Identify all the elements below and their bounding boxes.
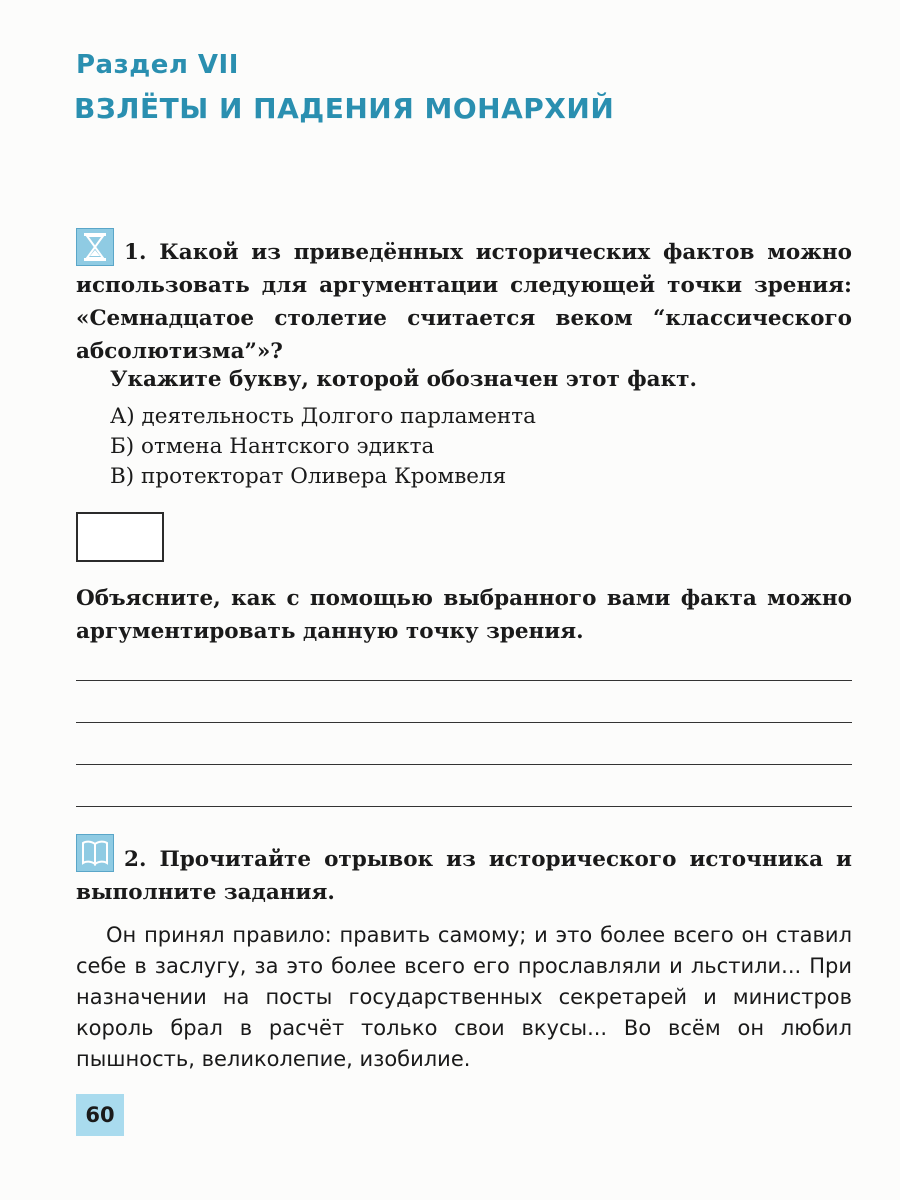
section-title: ВЗЛЁТЫ И ПАДЕНИЯ МОНАРХИЙ	[74, 92, 615, 125]
answer-line-3[interactable]	[76, 764, 852, 765]
answer-box[interactable]	[76, 512, 164, 562]
page-number: 60	[76, 1094, 124, 1136]
answer-line-2[interactable]	[76, 722, 852, 723]
task1-explain-prompt: Объясните, как с помощью выбранного вами факта можно аргументировать данную точку зрения.	[76, 586, 852, 644]
task2-question: 2. Прочитайте отрывок из исторического источника и выполните задания.	[76, 847, 852, 905]
option-c[interactable]: В) протекторат Оливера Кромвеля	[110, 464, 507, 489]
option-a[interactable]: А) деятельность Долгого парламента	[110, 404, 536, 429]
source-excerpt: Он принял правило: править самому; и это более всего он ставил себе в заслугу, за это более всего его прославляли и льстили... При назначении на посты государственных секретарей и министров король брал в расчёт только свои вкусы... Во всём он любил пышность, великолепие, изобилие.	[76, 923, 852, 1071]
answer-options	[110, 402, 536, 492]
task1-question: 1. Какой из приведённых исторических фактов можно использовать для аргументации следующей точки зрения: «Семнадцатое столетие считается веком “классического абсолютизма”»?	[76, 240, 852, 364]
task1-instruction: Укажите букву, которой обозначен этот факт.	[110, 367, 697, 392]
option-b[interactable]: Б) отмена Нантского эдикта	[110, 434, 435, 459]
section-label: Раздел VII	[76, 50, 239, 80]
answer-line-4[interactable]	[76, 806, 852, 807]
answer-line-1[interactable]	[76, 680, 852, 681]
